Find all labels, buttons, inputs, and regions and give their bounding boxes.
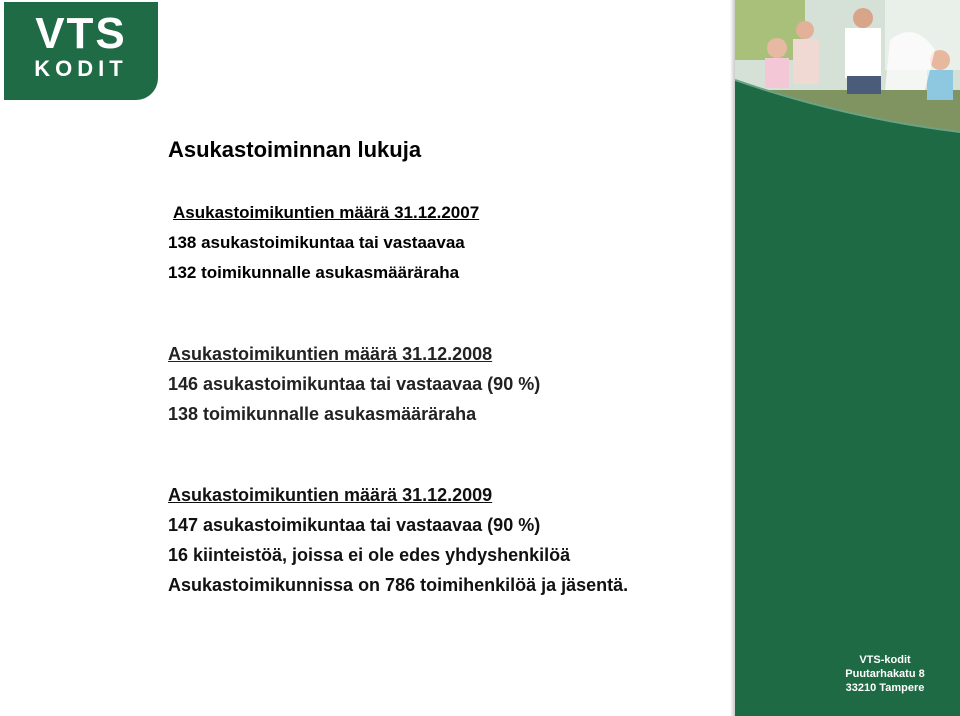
section-line: 147 asukastoimikuntaa tai vastaavaa (90 %) xyxy=(168,515,541,535)
section-line: 138 asukastoimikuntaa tai vastaavaa xyxy=(168,233,465,252)
section-line: 16 kiinteistöä, joissa ei ole edes yhdyshenkilöä xyxy=(168,545,571,565)
section-heading: Asukastoimikuntien määrä 31.12.2009 xyxy=(168,485,493,505)
contact-name: VTS-kodit xyxy=(859,654,911,666)
vts-kodit-logo xyxy=(4,2,158,100)
logo-main-text: VTS xyxy=(35,9,127,58)
logo-sub-text: KODIT xyxy=(34,56,128,81)
contact-street: Puutarhakatu 8 xyxy=(845,668,925,680)
section-2009 xyxy=(168,480,628,600)
section-heading: Asukastoimikuntien määrä 31.12.2008 xyxy=(168,344,493,364)
section-line: 138 toimikunnalle asukasmääräraha xyxy=(168,404,477,424)
section-2007 xyxy=(168,198,479,288)
section-2008 xyxy=(168,339,540,429)
contact-info xyxy=(825,653,945,695)
page-title: Asukastoiminnan lukuja xyxy=(168,137,422,162)
section-line: Asukastoimikunnissa on 786 toimihenkilöä ja jäsentä. xyxy=(168,575,629,595)
green-panel xyxy=(735,0,960,716)
section-heading: Asukastoimikuntien määrä 31.12.2007 xyxy=(173,203,480,222)
section-line: 132 toimikunnalle asukasmääräraha xyxy=(168,263,460,282)
right-sidebar xyxy=(735,0,960,716)
section-line: 146 asukastoimikuntaa tai vastaavaa (90 %) xyxy=(168,374,541,394)
contact-city: 33210 Tampere xyxy=(845,682,925,694)
